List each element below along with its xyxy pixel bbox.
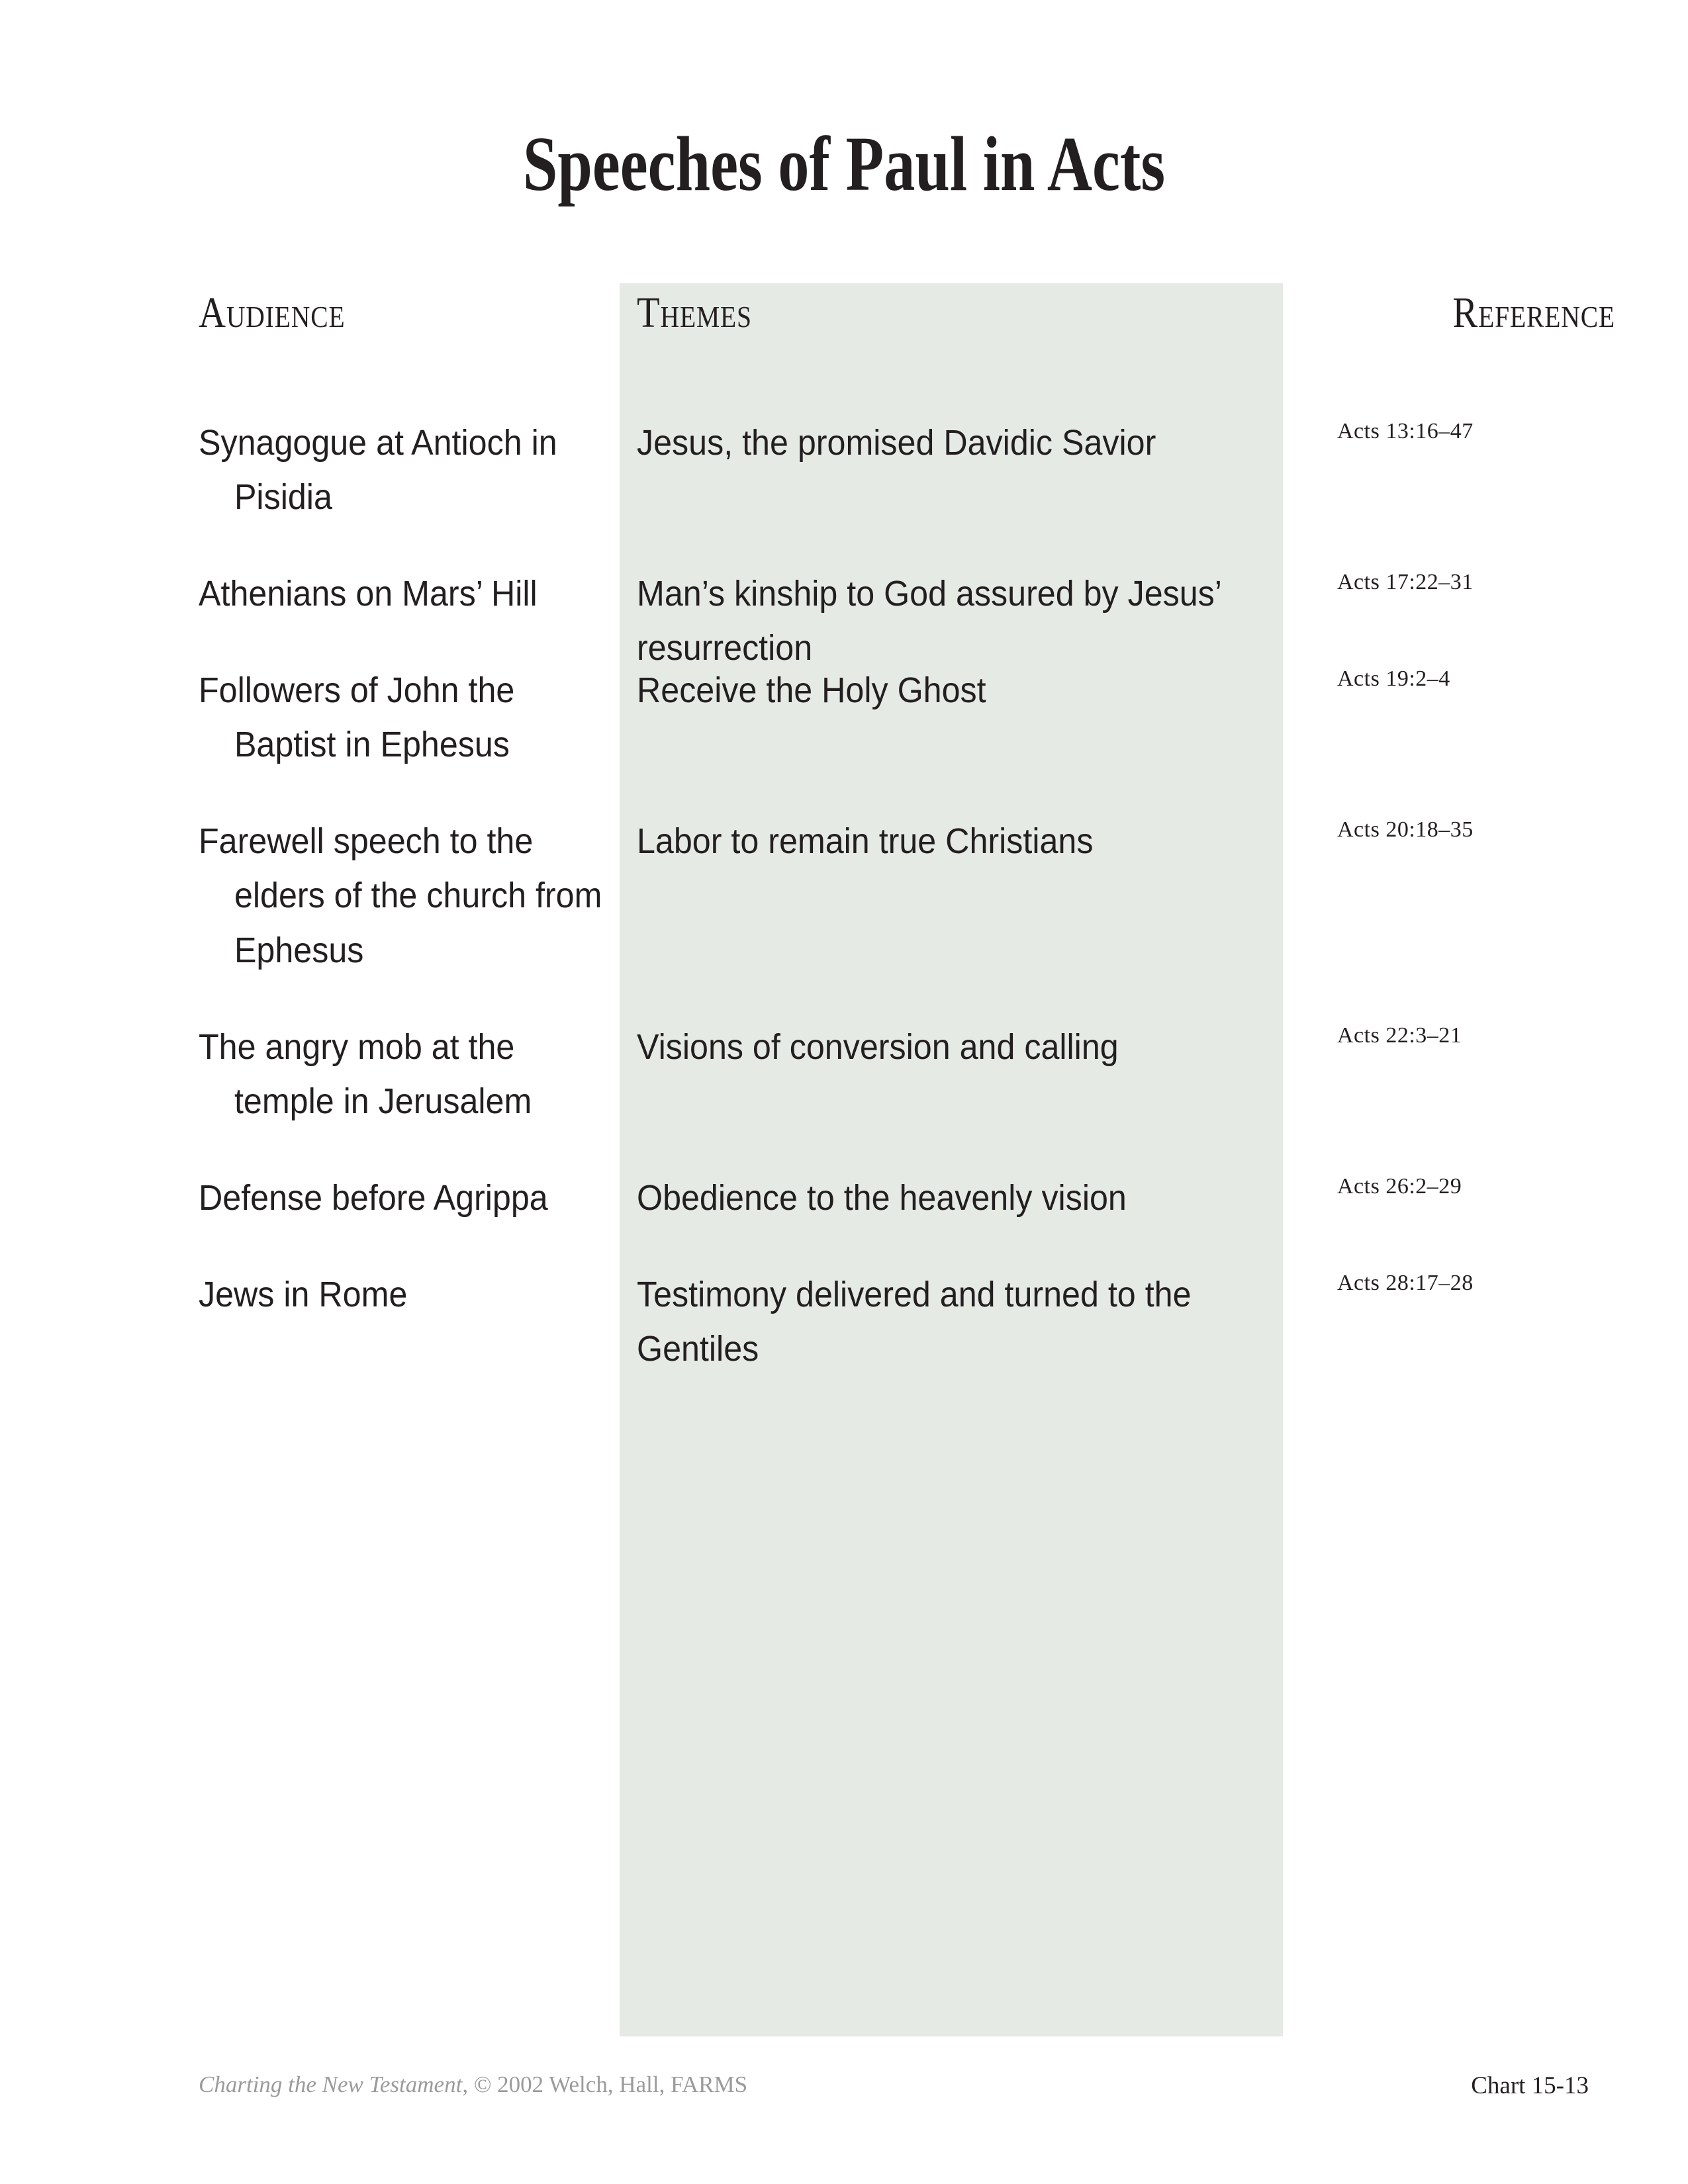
cell-audience: Synagogue at Antioch in Pisidia	[199, 423, 557, 518]
cell-themes: Jesus, the promised Davidic Savior	[637, 423, 1156, 463]
cell-reference: Acts 20:18–35	[1337, 817, 1474, 842]
table-row	[0, 1267, 1688, 1369]
table-row	[0, 663, 1688, 772]
column-header-reference: Reference	[1452, 289, 1615, 337]
cell-audience: Defense before Agrippa	[199, 1177, 548, 1218]
cell-reference: Acts 19:2–4	[1337, 666, 1450, 692]
cell-reference: Acts 22:3–21	[1337, 1023, 1462, 1048]
cell-reference: Acts 26:2–29	[1337, 1173, 1462, 1199]
cell-reference: Acts 17:22–31	[1337, 570, 1474, 595]
chart-rows	[0, 416, 1688, 1369]
table-row	[0, 814, 1688, 977]
cell-themes: Visions of conversion and calling	[637, 1026, 1119, 1067]
column-header-themes: Themes	[637, 289, 752, 337]
footer-source-title: Charting the New Testament	[199, 2071, 463, 2097]
cell-themes: Man’s kinship to God assured by Jesus’ resurrection	[637, 574, 1221, 668]
table-row	[0, 567, 1688, 668]
footer-chart-number: Chart 15-13	[1471, 2072, 1589, 2099]
cell-audience: Athenians on Mars’ Hill	[199, 574, 538, 614]
cell-audience: Farewell speech to the elders of the church from Ephesus	[199, 821, 602, 970]
cell-audience: Jews in Rome	[199, 1274, 408, 1314]
cell-themes: Receive the Holy Ghost	[637, 670, 986, 711]
cell-themes: Obedience to the heavenly vision	[637, 1177, 1127, 1218]
table-row	[0, 416, 1688, 524]
cell-audience: The angry mob at the temple in Jerusalem	[199, 1026, 532, 1121]
cell-reference: Acts 13:16–47	[1337, 419, 1474, 443]
page-footer	[0, 2071, 1688, 2124]
cell-audience: Followers of John the Baptist in Ephesus	[199, 670, 515, 765]
table-row	[0, 1171, 1688, 1225]
cell-themes: Testimony delivered and turned to the Gentiles	[637, 1274, 1192, 1369]
cell-themes: Labor to remain true Christians	[637, 821, 1094, 862]
footer-attribution	[199, 2071, 747, 2098]
cell-reference: Acts 28:17–28	[1337, 1270, 1474, 1295]
table-row	[0, 1020, 1688, 1128]
footer-source-rest: , © 2002 Welch, Hall, FARMS	[462, 2071, 748, 2097]
page-title: Speeches of Paul in Acts	[522, 120, 1166, 207]
column-header-audience: Audience	[199, 289, 346, 337]
